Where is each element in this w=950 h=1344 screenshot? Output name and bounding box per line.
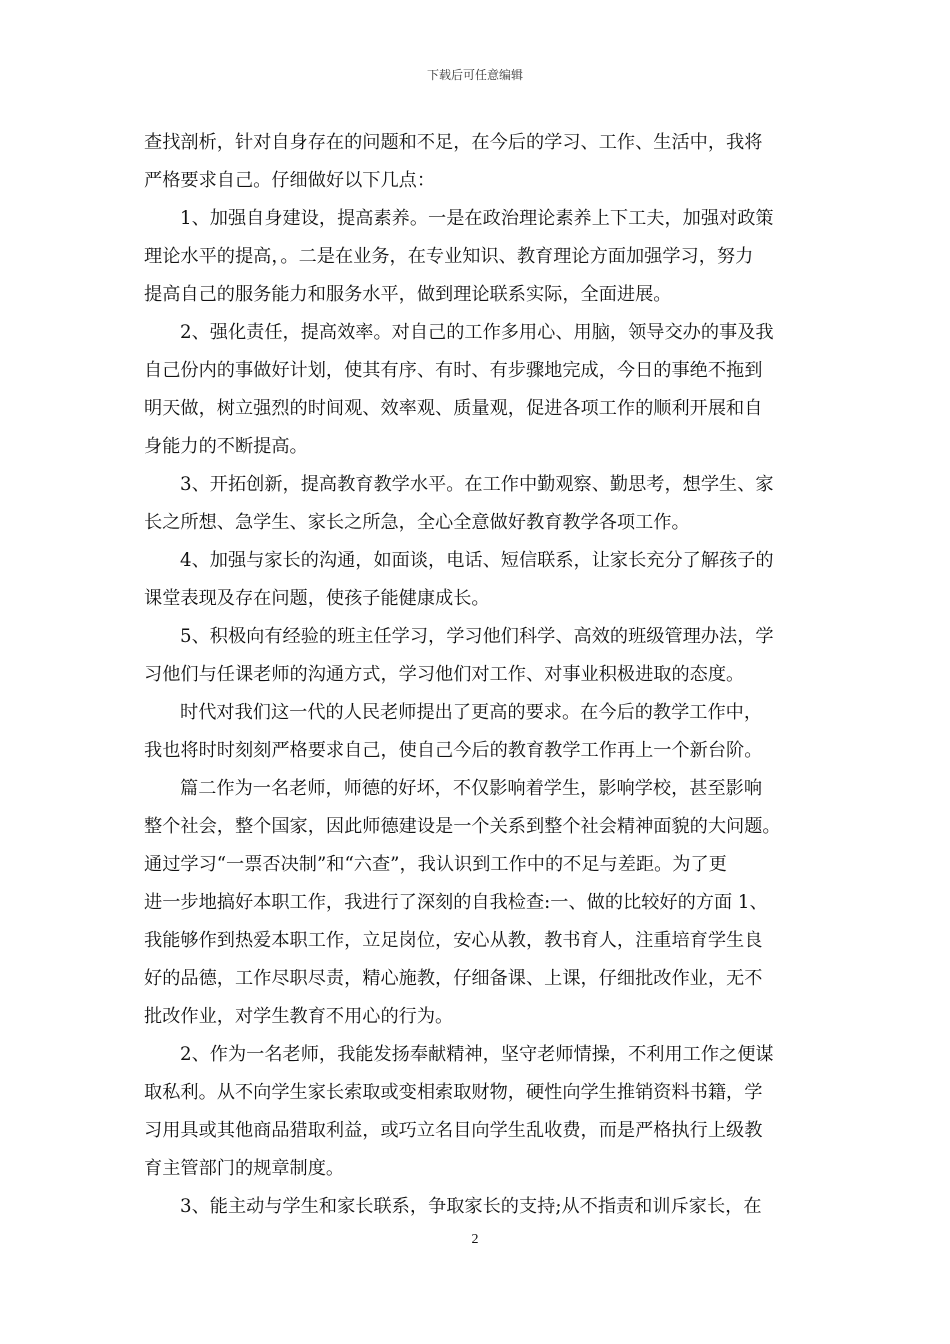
text-line: 通过学习“一票否决制”和“六查”，我认识到工作中的不足与差距。为了更 (144, 854, 727, 875)
text-line: 我也将时时刻刻严格要求自己，使自己今后的教育教学工作再上一个新台阶。 (144, 740, 763, 761)
page-number: 2 (471, 1232, 479, 1247)
text-line: 3、能主动与学生和家长联系，争取家长的支持;从不指责和训斥家长，在 (180, 1196, 762, 1217)
text-line: 5、积极向有经验的班主任学习，学习他们科学、高效的班级管理办法，学 (180, 626, 774, 647)
text-line: 整个社会，整个国家，因此师德建设是一个关系到整个社会精神面貌的大问题。 (144, 816, 781, 837)
text-line: 进一步地搞好本职工作，我进行了深刻的自我检查:一、做的比较好的方面 1、 (144, 892, 768, 913)
text-line: 理论水平的提高，。二是在业务，在专业知识、教育理论方面加强学习，努力 (144, 246, 754, 267)
text-line: 取私利。从不向学生家长索取或变相索取财物，硬性向学生推销资料书籍，学 (144, 1082, 763, 1103)
text-line: 习他们与任课老师的沟通方式，学习他们对工作、对事业积极进取的态度。 (144, 664, 745, 685)
text-line: 查找剖析，针对自身存在的问题和不足，在今后的学习、工作、生活中，我将 (144, 132, 763, 153)
text-line: 好的品德，工作尽职尽责，精心施教，仔细备课、上课，仔细批改作业，无不 (144, 968, 763, 989)
text-line: 长之所想、急学生、家长之所急，全心全意做好教育教学各项工作。 (144, 512, 690, 533)
text-line: 1、加强自身建设，提高素养。一是在政治理论素养上下工夫，加强对政策 (180, 208, 774, 229)
page-header: 下载后可任意编辑 (426, 68, 523, 82)
text-line: 身能力的不断提高。 (144, 436, 308, 457)
text-line: 我能够作到热爱本职工作，立足岗位，安心从教，教书育人，注重培育学生良 (144, 930, 763, 951)
text-line: 严格要求自己。仔细做好以下几点： (144, 170, 436, 191)
text-line: 篇二作为一名老师，师德的好坏，不仅影响着学生，影响学校，甚至影响 (180, 778, 763, 799)
text-line: 育主管部门的规章制度。 (144, 1158, 345, 1179)
text-line: 明天做，树立强烈的时间观、效率观、质量观，促进各项工作的顺利开展和自 (144, 398, 763, 419)
text-line: 自己份内的事做好计划，使其有序、有时、有步骤地完成，今日的事绝不拖到 (144, 360, 763, 381)
text-line: 习用具或其他商品猎取利益，或巧立名目向学生乱收费，而是严格执行上级教 (144, 1120, 763, 1141)
text-line: 4、加强与家长的沟通，如面谈，电话、短信联系，让家长充分了解孩子的 (180, 550, 774, 571)
text-line: 批改作业，对学生教育不用心的行为。 (144, 1006, 454, 1027)
text-line: 2、作为一名老师，我能发扬奉献精神，坚守老师情操，不利用工作之便谋 (180, 1044, 774, 1065)
text-line: 3、开拓创新，提高教育教学水平。在工作中勤观察、勤思考，想学生、家 (180, 474, 774, 495)
text-line: 课堂表现及存在问题，使孩子能健康成长。 (144, 588, 490, 609)
text-line: 时代对我们这一代的人民老师提出了更高的要求。在今后的教学工作中， (180, 702, 763, 723)
text-line: 提高自己的服务能力和服务水平，做到理论联系实际，全面进展。 (144, 284, 672, 305)
text-line: 2、强化责任，提高效率。对自己的工作多用心、用脑，领导交办的事及我 (180, 322, 774, 343)
